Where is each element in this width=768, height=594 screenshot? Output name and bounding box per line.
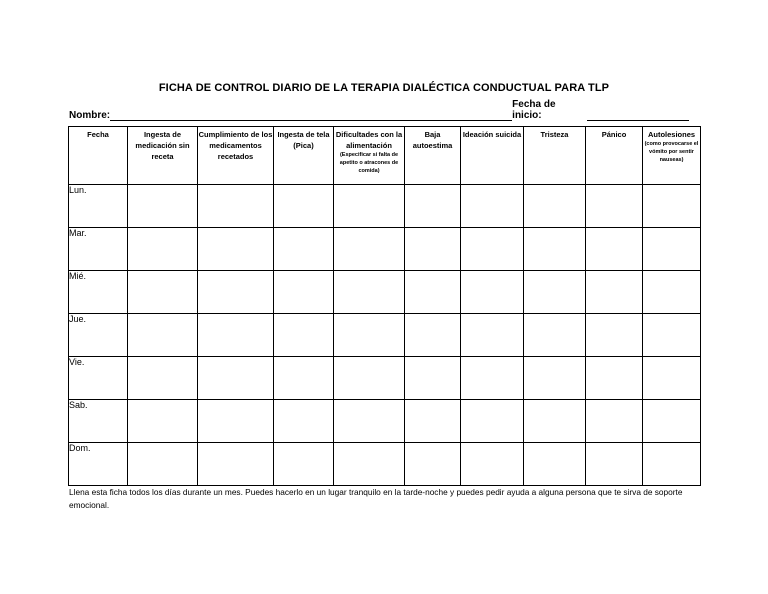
entry-cell[interactable]	[334, 228, 405, 271]
day-label: Vie.	[69, 357, 128, 400]
table-row	[69, 271, 701, 314]
day-label: Mar.	[69, 228, 128, 271]
header-self-harm: Autolesiones (como provocarse el vómito por sentir nauseas)	[643, 127, 701, 185]
entry-cell[interactable]	[128, 400, 198, 443]
header-prescribed-compliance: Cumplimiento de los medicamentos recetados	[198, 127, 274, 185]
entry-cell[interactable]	[405, 357, 461, 400]
entry-cell[interactable]	[586, 185, 643, 228]
header-pica: Ingesta de tela (Pica)	[274, 127, 334, 185]
header-sadness: Tristeza	[524, 127, 586, 185]
entry-cell[interactable]	[586, 228, 643, 271]
entry-cell[interactable]	[405, 314, 461, 357]
entry-cell[interactable]	[524, 443, 586, 486]
entry-cell[interactable]	[405, 185, 461, 228]
entry-cell[interactable]	[461, 443, 524, 486]
entry-cell[interactable]	[405, 228, 461, 271]
header-fields	[69, 99, 689, 121]
entry-cell[interactable]	[198, 443, 274, 486]
table-row	[69, 228, 701, 271]
entry-cell[interactable]	[586, 271, 643, 314]
table-row	[69, 400, 701, 443]
entry-cell[interactable]	[461, 228, 524, 271]
entry-cell[interactable]	[405, 443, 461, 486]
entry-cell[interactable]	[198, 357, 274, 400]
entry-cell[interactable]	[586, 400, 643, 443]
entry-cell[interactable]	[405, 400, 461, 443]
entry-cell[interactable]	[334, 271, 405, 314]
entry-cell[interactable]	[586, 357, 643, 400]
entry-cell[interactable]	[198, 228, 274, 271]
entry-cell[interactable]	[274, 357, 334, 400]
entry-cell[interactable]	[524, 314, 586, 357]
start-date-field[interactable]	[587, 109, 689, 121]
entry-cell[interactable]	[274, 271, 334, 314]
entry-cell[interactable]	[643, 443, 701, 486]
entry-cell[interactable]	[405, 271, 461, 314]
day-label: Jue.	[69, 314, 128, 357]
name-label: Nombre:	[69, 110, 111, 121]
entry-cell[interactable]	[643, 357, 701, 400]
header-panic: Pánico	[586, 127, 643, 185]
day-label: Dom.	[69, 443, 128, 486]
name-field[interactable]	[110, 109, 512, 121]
header-self-harm-note: (como provocarse el vómito por sentir nauseas)	[644, 141, 699, 163]
entry-cell[interactable]	[198, 314, 274, 357]
entry-cell[interactable]	[461, 314, 524, 357]
header-row	[69, 127, 701, 185]
entry-cell[interactable]	[198, 185, 274, 228]
table-row	[69, 357, 701, 400]
entry-cell[interactable]	[128, 228, 198, 271]
entry-cell[interactable]	[524, 228, 586, 271]
entry-cell[interactable]	[334, 400, 405, 443]
entry-cell[interactable]	[334, 443, 405, 486]
entry-cell[interactable]	[274, 185, 334, 228]
entry-cell[interactable]	[524, 185, 586, 228]
entry-cell[interactable]	[643, 228, 701, 271]
page-title: FICHA DE CONTROL DIARIO DE LA TERAPIA DIALÉCTICA CONDUCTUAL PARA TLP	[158, 82, 610, 94]
entry-cell[interactable]	[198, 271, 274, 314]
entry-cell[interactable]	[128, 271, 198, 314]
header-eating-difficulties-note: (Especificar si falta de apetito o atracones de comida)	[339, 152, 399, 174]
entry-cell[interactable]	[461, 400, 524, 443]
entry-cell[interactable]	[274, 228, 334, 271]
entry-cell[interactable]	[643, 314, 701, 357]
entry-cell[interactable]	[274, 400, 334, 443]
entry-cell[interactable]	[274, 443, 334, 486]
header-eating-difficulties: Dificultades con la alimentación (Especificar si falta de apetito o atracones de comida)	[334, 127, 405, 185]
entry-cell[interactable]	[643, 185, 701, 228]
entry-cell[interactable]	[586, 314, 643, 357]
entry-cell[interactable]	[128, 443, 198, 486]
entry-cell[interactable]	[524, 400, 586, 443]
entry-cell[interactable]	[128, 185, 198, 228]
table-row	[69, 314, 701, 357]
instructions-note: Llena esta ficha todos los días durante un mes. Puedes hacerlo en un lugar tranquilo en la tarde-noche y puedes pedir ayuda a alguna persona que te sirva de soporte emocional.	[69, 487, 683, 510]
entry-cell[interactable]	[643, 400, 701, 443]
entry-cell[interactable]	[524, 271, 586, 314]
entry-cell[interactable]	[128, 314, 198, 357]
entry-cell[interactable]	[461, 185, 524, 228]
table-row	[69, 185, 701, 228]
start-date-label: Fecha de inicio:	[512, 99, 556, 121]
entry-cell[interactable]	[461, 357, 524, 400]
header-fecha: Fecha	[69, 127, 128, 185]
entry-cell[interactable]	[128, 357, 198, 400]
day-label: Sab.	[69, 400, 128, 443]
entry-cell[interactable]	[334, 185, 405, 228]
entry-cell[interactable]	[461, 271, 524, 314]
entry-cell[interactable]	[274, 314, 334, 357]
day-label: Mié.	[69, 271, 128, 314]
entry-cell[interactable]	[524, 357, 586, 400]
header-medication-no-prescription: Ingesta de medicación sin receta	[128, 127, 198, 185]
entry-cell[interactable]	[643, 271, 701, 314]
entry-cell[interactable]	[334, 314, 405, 357]
table-row	[69, 443, 701, 486]
header-suicidal-ideation: Ideación suicida	[461, 127, 524, 185]
entry-cell[interactable]	[586, 443, 643, 486]
entry-cell[interactable]	[198, 400, 274, 443]
tracking-table	[68, 126, 701, 486]
entry-cell[interactable]	[334, 357, 405, 400]
day-label: Lun.	[69, 185, 128, 228]
header-low-self-esteem: Baja autoestima	[405, 127, 461, 185]
